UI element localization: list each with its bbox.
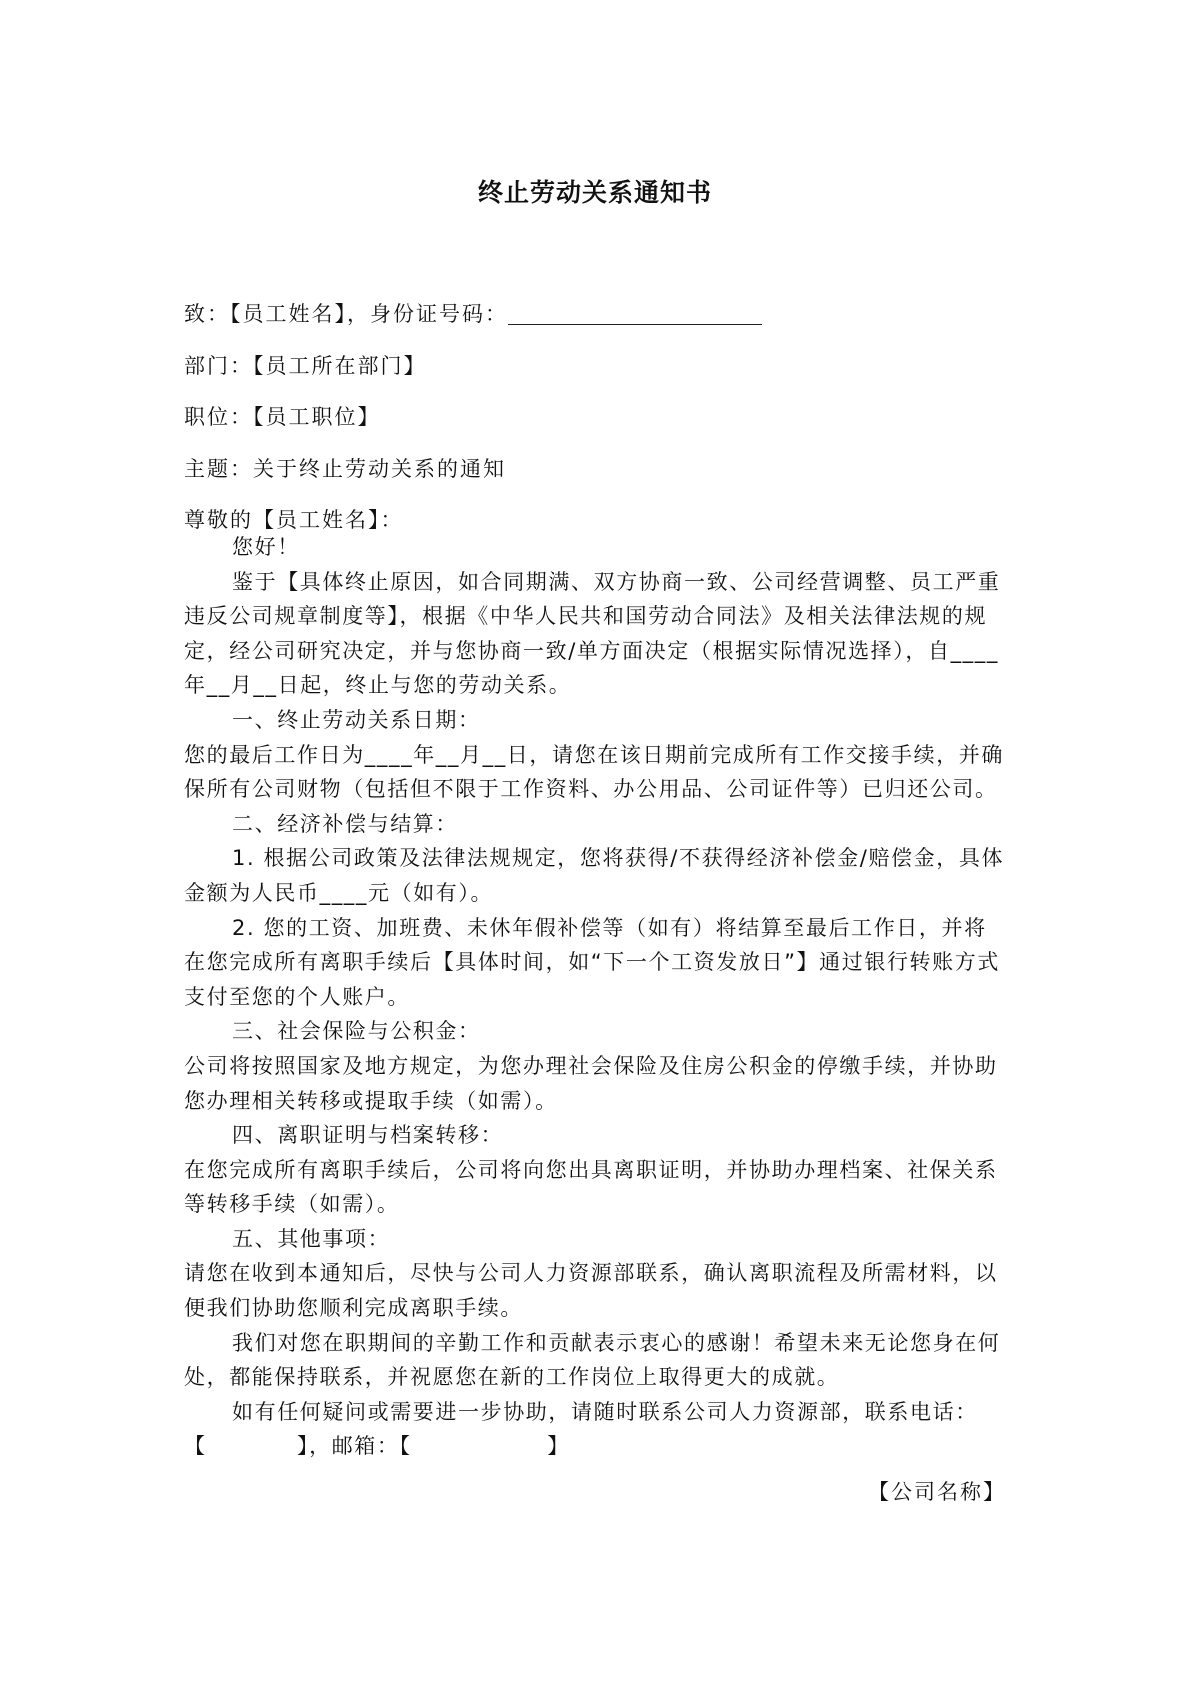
subject-line: 主题：关于终止劳动关系的通知 <box>184 457 506 481</box>
body-paragraph: 公司将按照国家及地方规定，为您办理社会保险及住房公积金的停缴手续，并协助您办理相关转移或提取手续（如需）。 <box>184 1053 998 1113</box>
salutation: 尊敬的【员工姓名】： <box>184 508 404 532</box>
section-heading: 五、其他事项： <box>232 1226 391 1251</box>
body-paragraph: 2. 您的工资、加班费、未休年假补偿等（如有）将结算至最后工作日，并将在您完成所有离职手续后【具体时间，如“下一个工资发放日”】通过银行转账方式支付至您的个人账户。 <box>184 915 1000 1009</box>
department-line: 部门：【员工所在部门】 <box>184 354 427 378</box>
company-name: 【公司名称】 <box>868 1480 1006 1504</box>
body-paragraph: 1. 根据公司政策及法律法规规定，您将获得/不获得经济补偿金/赔偿金，具体金额为人民币____元（如有）。 <box>184 846 1005 905</box>
contact-paragraph: 如有任何疑问或需要进一步协助，请随时联系公司人力资源部，联系电话：【 】，邮箱：【 】 <box>184 1399 978 1459</box>
section-heading: 二、经济补偿与结算： <box>232 811 458 836</box>
body-paragraph: 我们对您在职期间的辛勤工作和贡献表示衷心的感谢！希望未来无论您身在何处，都能保持联系，并祝愿您在新的工作岗位上取得更大的成就。 <box>184 1330 1001 1390</box>
position-line: 职位：【员工职位】 <box>184 405 381 429</box>
letter-body <box>184 530 1006 1464</box>
body-paragraph: 您的最后工作日为____年__月__日，请您在该日期前完成所有工作交接手续，并确保所有公司财物（包括但不限于工作资料、办公用品、公司证件等）已归还公司。 <box>184 742 1004 802</box>
document-title: 终止劳动关系通知书 <box>477 178 712 207</box>
recipient-line <box>184 298 762 328</box>
section-heading: 三、社会保险与公积金： <box>232 1019 481 1044</box>
recipient-label: 致：【员工姓名】，身份证号码： <box>184 302 508 326</box>
id-number-blank <box>508 324 762 325</box>
body-paragraph: 在您完成所有离职手续后，公司将向您出具离职证明，并协助办理档案、社保关系等转移手续（如需）。 <box>184 1157 998 1217</box>
body-paragraph: 请您在收到本通知后，尽快与公司人力资源部联系，确认离职流程及所需材料，以便我们协助您顺利完成离职手续。 <box>184 1261 998 1321</box>
section-heading: 四、离职证明与档案转移： <box>232 1123 504 1148</box>
section-heading: 一、终止劳动关系日期： <box>232 707 481 732</box>
body-paragraph: 鉴于【具体终止原因，如合同期满、双方协商一致、公司经营调整、员工严重违反公司规章制度等】，根据《中华人民共和国劳动合同法》及相关法律法规的规定，经公司研究决定，并与您协商一致/单方面决定（根据实际情况选择），自____年__月__日起，终止与您的劳动关系。 <box>184 569 1001 698</box>
greeting: 您好！ <box>232 535 300 559</box>
